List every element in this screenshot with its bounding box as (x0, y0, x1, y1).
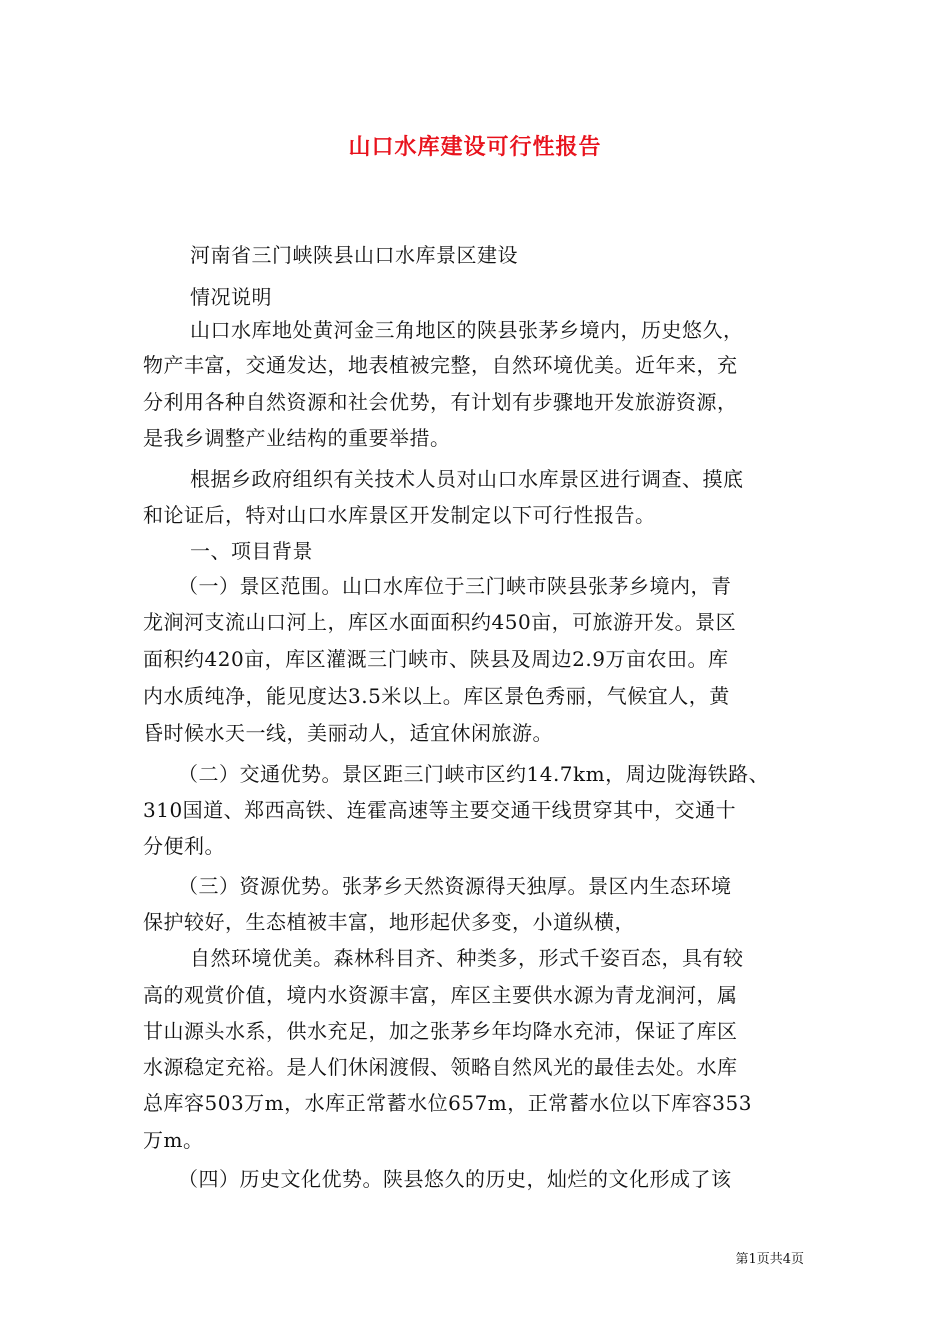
text-line: 310国道、郑西高铁、连霍高速等主要交通干线贯穿其中，交通十 (143, 798, 737, 822)
section-heading: 一、项目背景 (190, 539, 313, 563)
text-line: （二）交通优势。景区距三门峡市区约14.7km，周边陇海铁路、 (178, 762, 770, 786)
text-line: 保护较好，生态植被丰富，地形起伏多变，小道纵横， (143, 910, 635, 934)
text-line: 内水质纯净，能见度达3.5米以上。库区景色秀丽，气候宜人，黄 (143, 684, 730, 708)
text-line: 高的观赏价值，境内水资源丰富，库区主要供水源为青龙涧河，属 (143, 983, 738, 1007)
text-line: 甘山源头水系，供水充足，加之张茅乡年均降水充沛，保证了库区 (143, 1019, 738, 1043)
text-line: 面积约420亩，库区灌溉三门峡市、陕县及周边2.9万亩农田。库 (143, 647, 729, 671)
text-line: （四）历史文化优势。陕县悠久的历史，灿烂的文化形成了该 (178, 1167, 732, 1191)
text-line: 物产丰富，交通发达，地表植被完整，自然环境优美。近年来，充 (143, 353, 738, 377)
text-line: （三）资源优势。张茅乡天然资源得天独厚。景区内生态环境 (178, 874, 732, 898)
text-line: 分利用各种自然资源和社会优势，有计划有步骤地开发旅游资源， (143, 390, 738, 414)
page-number: 第1页共4页 (735, 1252, 804, 1267)
text-line: 和论证后，特对山口水库景区开发制定以下可行性报告。 (143, 503, 656, 527)
text-line: （一）景区范围。山口水库位于三门峡市陕县张茅乡境内，青 (178, 574, 732, 598)
document-title: 山口水库建设可行性报告 (348, 134, 602, 160)
text-line: 分便利。 (143, 834, 225, 858)
text-line: 万m。 (143, 1128, 204, 1152)
text-line: 河南省三门峡陕县山口水库景区建设 (190, 243, 518, 267)
text-line: 水源稳定充裕。是人们休闲渡假、领略自然风光的最佳去处。水库 (143, 1055, 738, 1079)
text-line: 山口水库地处黄河金三角地区的陕县张茅乡境内，历史悠久， (190, 318, 744, 342)
text-line: 总库容503万m，水库正常蓄水位657m，正常蓄水位以下库容353 (143, 1091, 752, 1115)
text-line: 自然环境优美。森林科目齐、种类多，形式千姿百态，具有较 (190, 946, 744, 970)
text-line: 是我乡调整产业结构的重要举措。 (143, 426, 451, 450)
text-line: 昏时候水天一线，美丽动人，适宜休闲旅游。 (143, 721, 553, 745)
text-line: 情况说明 (190, 285, 272, 309)
text-line: 龙涧河支流山口河上，库区水面面积约450亩，可旅游开发。景区 (143, 610, 737, 634)
text-line: 根据乡政府组织有关技术人员对山口水库景区进行调查、摸底 (190, 467, 744, 491)
